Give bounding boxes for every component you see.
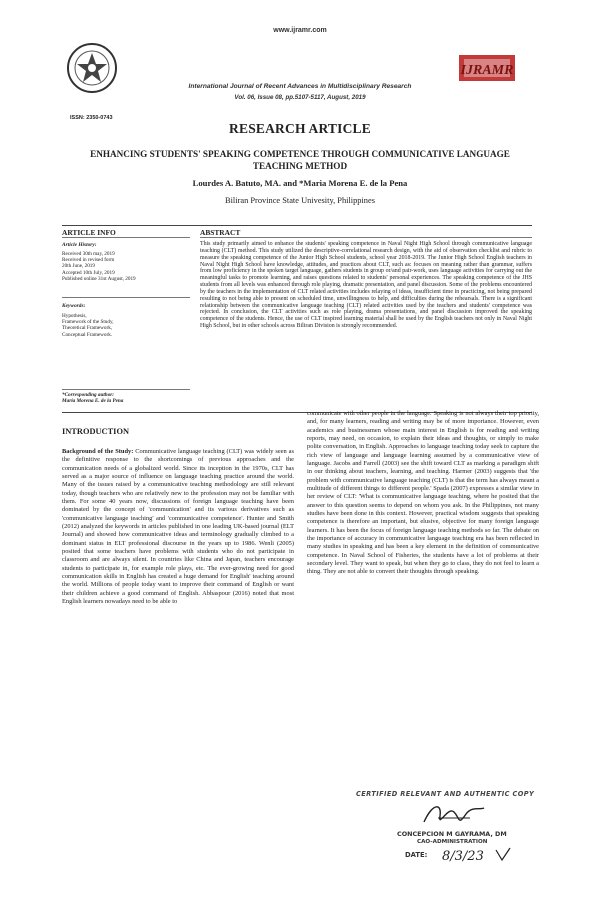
keyword-item: Conceptual Framework. <box>62 331 113 338</box>
svg-text:IJRAMR: IJRAMR <box>460 63 514 78</box>
keyword-item: Hypothesis, <box>62 313 87 319</box>
certifier-name: CONCEPCION M GAYRAMA, DM <box>397 830 507 838</box>
issn-label: ISSN: 2350-0743 <box>70 115 113 121</box>
corresponding-label: *Corresponding author: <box>62 392 115 398</box>
history-item: Published online 31st August, 2019 <box>62 275 136 282</box>
info-head-rule <box>62 237 190 238</box>
history-list <box>62 251 136 282</box>
abstract-heading: ABSTRACT <box>200 228 241 237</box>
keywords-label: Keywords: <box>62 303 86 309</box>
history-item: Accepted 10th July, 2019 <box>62 269 115 276</box>
stamp-date-label: DATE: <box>405 851 428 859</box>
university-seal-icon <box>66 42 118 94</box>
corresponding-name: Maria Morena E. de la Pena <box>62 398 124 405</box>
body-text-left: Communicative language teaching (CLT) was widely seen as the definitive response to the shortcomings of previous approaches and the communication needs of a globalized world. Since its inception in the 1970s, CLT has served as a major source of influence on language teaching practice around the world. Many of the issues raised by a communicative teaching methodology are still relevant today, though teachers who are relatively new to the profession may not be familiar with them. For some 40 years now, discussions of foreign language teaching have been dominated by the concept of 'communication' and its various derivatives such as 'communicative language teaching' and 'communicative competence'. Hunter and Smith (2012) analyzed the keywords in articles published in one leading UK-based journal (ELT Journal) and showed how communicative ideas and terminology gradually climbed to a dominant status in ELT professional discourse in the years up to 1986. Wenli (2005) posited that some teachers have problems with students who do not participate in classroom and are always silent. In countries like China and Japan, teachers encourage students to participate in, for example role plays, etc. The ever-growing need for good communication skills in English has created a huge demand for English' teaching around the world. Millions of people today want to improve their command of English or want their children achieve a good command of English. Abbaspour (2016) noted that most English learners nowadays need to be able to <box>62 448 294 605</box>
background-label: Background of the Study: <box>62 448 134 455</box>
stamp-date-value: 8/3/23 <box>442 849 484 864</box>
article-type: RESEARCH ARTICLE <box>229 121 371 136</box>
history-rule <box>62 297 190 298</box>
title-line-1: ENHANCING STUDENTS' SPEAKING COMPETENCE THROUGH COMMUNICATIVE LANGUAGE <box>90 149 510 159</box>
journal-url: www.ijramr.com <box>273 27 327 34</box>
introduction-heading: INTRODUCTION <box>62 427 130 436</box>
keyword-item: Theoretical Framework, <box>62 325 113 332</box>
keywords-list <box>62 313 114 338</box>
title-line-2: TEACHING METHOD <box>252 161 348 171</box>
keyword-item: Framework of the Study, <box>62 319 114 326</box>
journal-name: International Journal of Recent Advances in Multidisciplinary Research <box>188 83 412 90</box>
top-rule <box>62 225 532 226</box>
article-info-heading: ARTICLE INFO <box>62 228 116 237</box>
certifier-role: CAO-ADMINISTRATION <box>417 839 488 845</box>
history-label: Article History: <box>62 242 97 248</box>
keywords-rule <box>62 389 190 390</box>
corresponding-author <box>62 392 123 405</box>
authors: Lourdes A. Batuto, MA. and *Maria Morena E. de la Pena <box>192 178 408 188</box>
handwritten-signature-icon <box>418 800 488 834</box>
affiliation: Biliran Province State Univesity, Philippines <box>225 196 375 205</box>
history-item: Received in revised form <box>62 257 115 264</box>
paper-title <box>88 148 512 172</box>
body-column-left <box>62 448 294 606</box>
abstract-head-rule <box>200 237 532 238</box>
history-item: 20th June, 2019 <box>62 263 95 270</box>
abstract-text: This study primarily aimed to enhance the students' speaking competence in Naval Night High School through communicative language teaching (CLT) method. This study utilized the descriptive-correlational research design, with the aid of observation checklist and rubric to measure the speaking competence of the Junior High School students, school year 2018-2019. The Junior High School English teachers in Naval Night High School have knowledge, attitudes, and practices about CLT, such as: focuses on meaning rather than grammar, suffers from low proficiency in the spoken target language, gathers students in group or/and pair-work, uses language activities for carrying out the meaningful tasks to promote learning, and raises questions related to students' personal experiences. The speaking competence of the JHS students from all levels was enhanced through role playing, dramatic presentation, and panel discussion. Some of the problems encountered by the teachers in the implementation of CLT related activities includes relaying of ideas, insufficient time in practicing, not being prepared resulting to not being able to present on scheduled time, unwillingness to help, and difficulties during the rehearsals. There is a significant relationship between the communicative language teaching (CLT) related activities used by the teachers and students' competence was rejected. In conclusion, the CLT activities such as role playing, drama presentations, and panel discussion improved the speaking competence of the students. Hence, the use of CLT inspired learning material shall be used by the English teachers not only in Naval Night High School, but in other schools across Biliran Division is strongly recommended. <box>200 241 532 330</box>
certified-copy-stamp: CERTIFIED RELEVANT AND AUTHENTIC COPY <box>356 790 535 798</box>
journal-logo-icon <box>458 54 516 82</box>
volume-info: Vol. 06, Issue 08, pp.5107-5117, August, 2019 <box>234 94 366 101</box>
history-item: Received 30th may, 2019 <box>62 251 115 257</box>
body-column-right: communicate with other people in the language. Speaking is not always their top priority, and, for many learners, reading and writing may be of more importance. However, even academics and businessmen whose main interest in English is for reading and writing reports, may need, on occasion, to explain their ideas and thoughts, or simply to make polite conversation, in English. Approaches to language teaching today seek to capture the rich view of language and language learning assumed by a communicative view of language. Jacobs and Farrell (2003) see the shift toward CLT as marking a paradigm shift in our thinking about teachers, learning, and teaching. Harmer (2003) suggests that 'the problem with communicative language teaching (CLT) is that the term has always meant a multitude of different things to different people.' Spada (2007) expresses a similar view in her review of CLT: 'What is communicative language teaching, where he posited that the answer to this question seems to depend on whom you ask. In the Philippines, not many studies have been done in this context. However, practical wisdom suggests that speaking competence is therefore an important, but elusive, objective for many foreign language learners. It has been the focus of foreign language teaching methods so far. The debate on the importance of accuracy in communicative language teaching era has been reflected in many studies in speaking and has been a key element in the definition of communicative competence. In Naval School of Fisheries, the students have a lot of problems at their secondary level. They want to speak, but when they go to class, they do not feel to learn a thing. They are not able to convert their thoughts through speaking. <box>307 410 539 576</box>
handwritten-date-icon <box>440 846 520 864</box>
